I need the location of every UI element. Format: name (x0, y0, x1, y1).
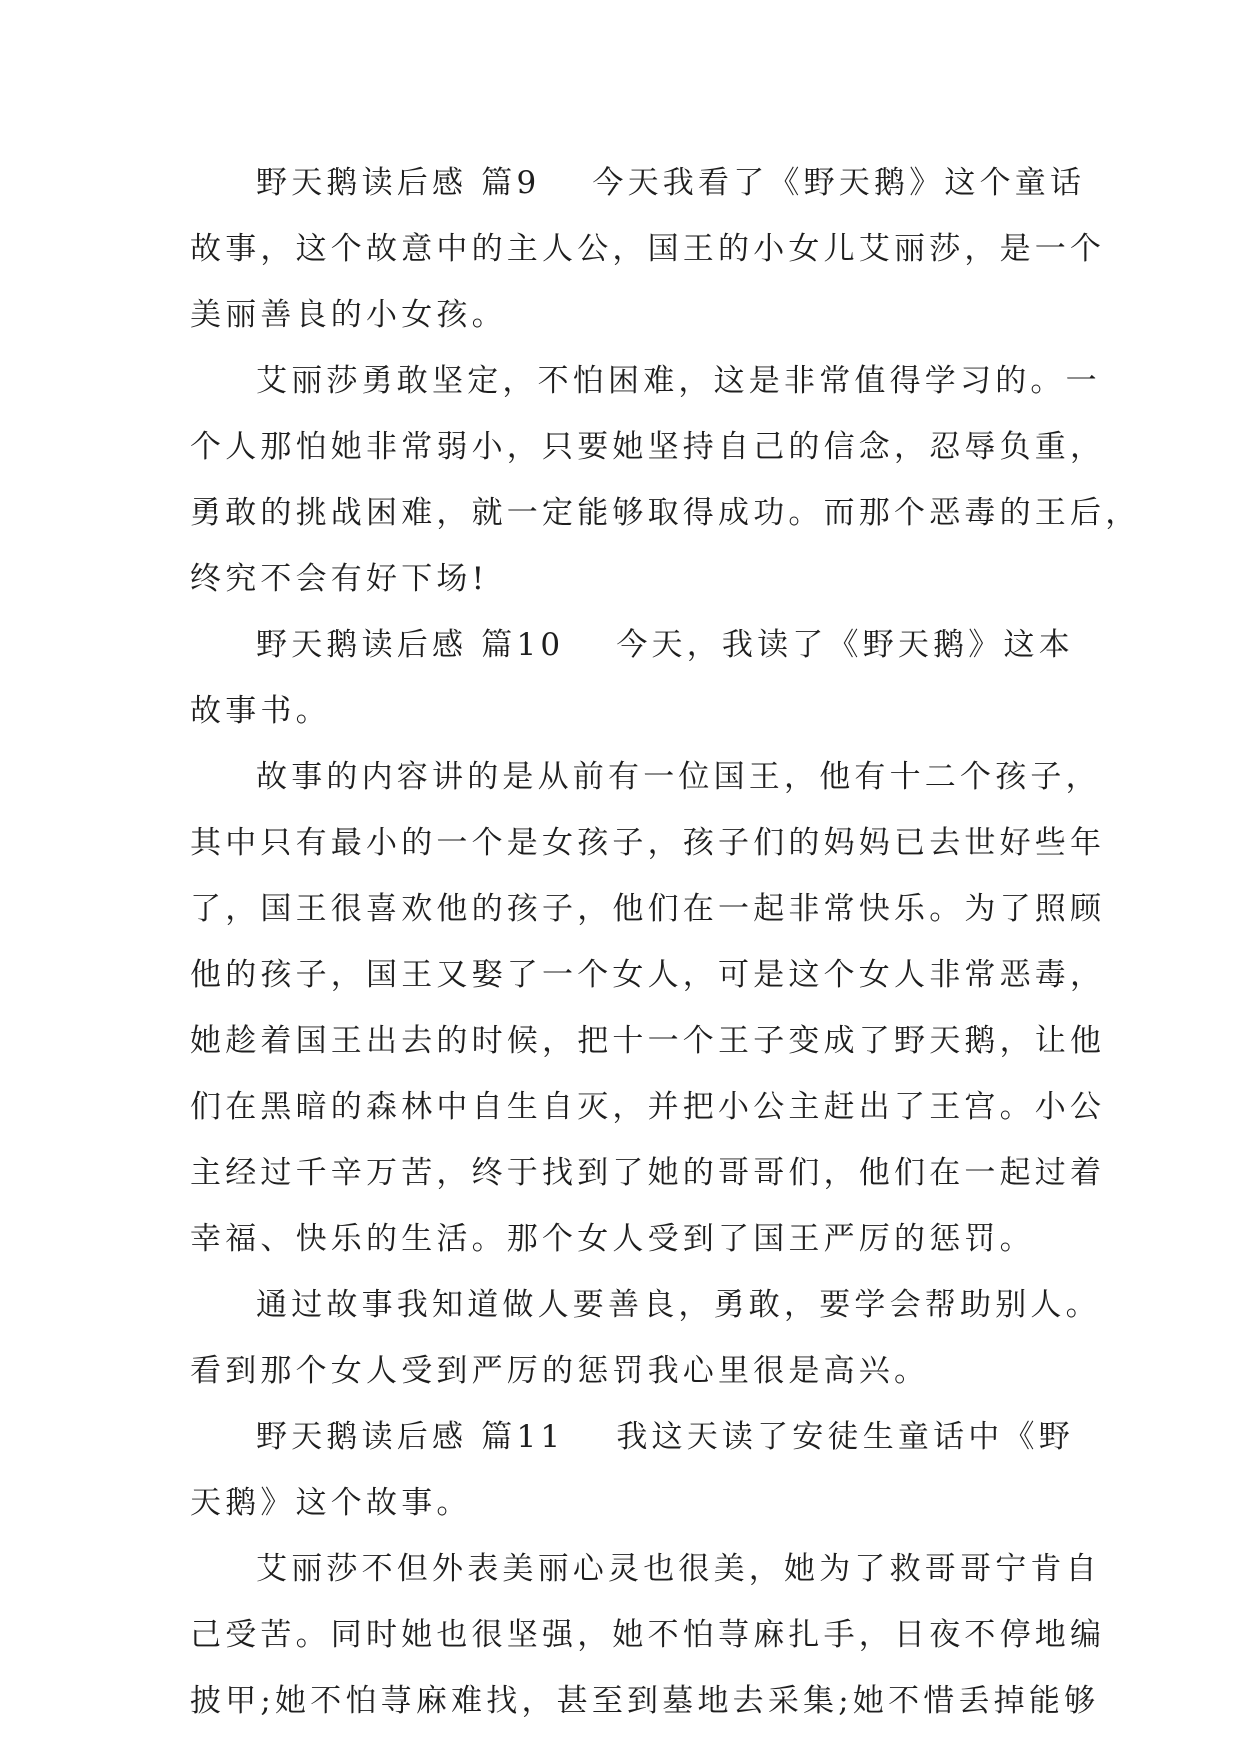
text-line: 故事的内容讲的是从前有一位国王，他有十二个孩子， (256, 759, 1101, 795)
text-line: 们在黑暗的森林中自生自灭，并把小公主赶出了王宫。小公 (190, 1089, 1106, 1125)
text-line: 艾丽莎不但外表美丽心灵也很美，她为了救哥哥宁肯自 (256, 1551, 1101, 1587)
text-line: 终究不会有好下场! (190, 561, 489, 597)
text-line: 她趁着国王出去的时候，把十一个王子变成了野天鹅，让他 (190, 1023, 1106, 1059)
text-line: 看到那个女人受到严厉的惩罚我心里很是高兴。 (190, 1353, 930, 1389)
text-line: 了，国王很喜欢他的孩子，他们在一起非常快乐。为了照顾 (190, 891, 1106, 927)
document-body (190, 150, 1141, 1734)
text-line: 幸福、快乐的生活。那个女人受到了国王严厉的惩罚。 (190, 1221, 1035, 1257)
text-line: 主经过千辛万苦，终于找到了她的哥哥们，他们在一起过着 (190, 1155, 1106, 1191)
text-line: 天鹅》这个故事。 (190, 1485, 472, 1521)
text-line: 他的孩子，国王又娶了一个女人，可是这个女人非常恶毒， (190, 957, 1106, 993)
text-line: 野天鹅读后感 篇11 我这天读了安徒生童话中《野 (256, 1419, 1074, 1455)
text-line: 己受苦。同时她也很坚强，她不怕荨麻扎手，日夜不停地编 (190, 1617, 1106, 1653)
text-line: 其中只有最小的一个是女孩子，孩子们的妈妈已去世好些年 (190, 825, 1106, 861)
text-line: 故事书。 (190, 693, 331, 729)
text-line: 个人那怕她非常弱小，只要她坚持自己的信念，忍辱负重， (190, 429, 1106, 465)
text-line: 野天鹅读后感 篇9 今天我看了《野天鹅》这个童话 (256, 165, 1086, 201)
text-line: 勇敢的挑战困难，就一定能够取得成功。而那个恶毒的王后， (190, 495, 1141, 531)
text-line: 故事，这个故意中的主人公，国王的小女儿艾丽莎，是一个 (190, 231, 1106, 267)
text-line: 美丽善良的小女孩。 (190, 297, 507, 333)
text-line: 艾丽莎勇敢坚定，不怕困难，这是非常值得学习的。一 (256, 363, 1101, 399)
text-line: 通过故事我知道做人要善良，勇敢，要学会帮助别人。 (256, 1287, 1101, 1323)
text-line: 披甲;她不怕荨麻难找，甚至到墓地去采集;她不惜丢掉能够 (190, 1683, 1100, 1719)
text-line: 野天鹅读后感 篇10 今天，我读了《野天鹅》这本 (256, 627, 1074, 663)
